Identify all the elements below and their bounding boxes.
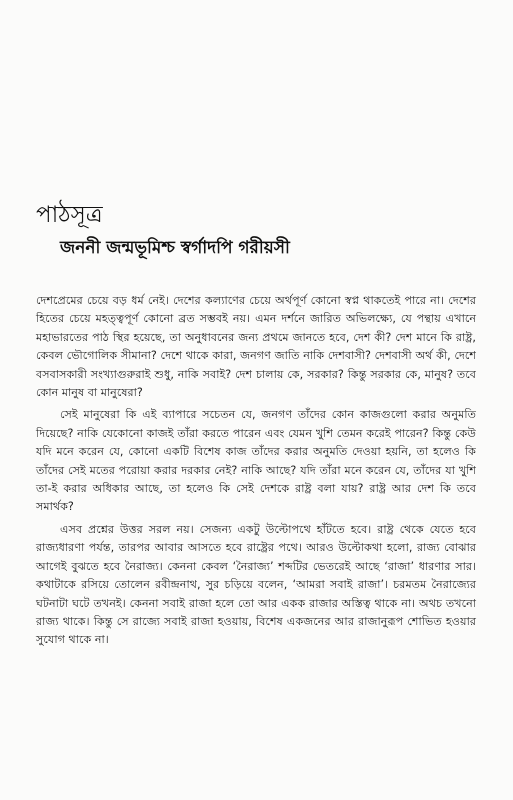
paragraph-2: সেই মানুষেরা কি এই ব্যাপারে সচেতন যে, জনগণ তাঁদের কোন কাজগুলো করার অনুমতি দিয়েছে? নাকি যেকোনো কাজই তাঁরা করতে পারেন এবং যেমন খুশি তেমন করেই পারেন? কিন্তু কেউ যদি মনে করেন যে, কোনো একটি বিশেষ কাজ তাঁদের করার অনুমতি দেওয়া হয়নি, তা হলেও কি তাঁদের সেই মতের পরোয়া করার দরকার নেই? নাকি আছে? যদি তাঁরা মনে করেন যে, তাঁদের যা খুশি তা-ই করার অধিকার আছে, তা হলেও কি সেই দেশকে রাষ্ট্র বলা যায়? রাষ্ট্র আর দেশ কি তবে সমার্থক?: [36, 408, 476, 514]
section-subtitle: জননী জন্মভূমিশ্চ স্বর্গাদপি গরীয়সী: [60, 238, 290, 258]
paragraph-1: দেশপ্রেমের চেয়ে বড় ধর্ম নেই। দেশের কল্যাণের চেয়ে অর্থপূর্ণ কোনো স্বপ্ন থাকতেই পারে না। দেশের হিতের চেয়ে মহত্ত্বপূর্ণ কোনো ব্রত সম্ভবই নয়। এমন দর্শনে জারিত অভিলক্ষ্যে, যে পন্থায় এখানে মহাভারতের পাঠ স্থির হয়েছে, তা অনুধাবনের জন্য প্রথমে জানতে হবে, দেশ কী? দেশ মানে কি রাষ্ট্র, কেবল ভৌগোলিক সীমানা? দেশে থাকে কারা, জনগণ জাতি নাকি দেশবাসী? দেশবাসী অর্থ কী, দেশে বসবাসকারী সংখ্যাগুরুরাই শুধু, নাকি সবাই? দেশ চালায় কে, সরকার? কিন্তু সরকার কে, মানুষ? তবে কোন মানুষ বা মানুষেরা?: [36, 294, 476, 400]
body-text: [36, 292, 476, 654]
section-title: পাঠসূত্র: [36, 202, 103, 228]
paragraph-3: এসব প্রশ্নের উত্তর সরল নয়। সেজন্য একটু উল্টোপথে হাঁটতে হবে। রাষ্ট্র থেকে যেতে হবে রাজ্যধারণা পর্যন্ত, তারপর আবার আসতে হবে রাষ্ট্রের পথে। আরও উল্টোকথা হলো, রাজ্য বোঝার আগেই বুঝতে হবে নৈরাজ্য। কেননা কেবল ‘নৈরাজ্য’ শব্দটির ভেতরেই আছে ‘রাজা’ ধারণার সার। কথাটাকে রসিয়ে তোলেন রবীন্দ্রনাথ, সুর চড়িয়ে বলেন, ‘আমরা সবাই রাজা’। চরমতম নৈরাজ্যের ঘটনাটা ঘটে তখনই। কেননা সবাই রাজা হলে তো আর একক রাজার অস্তিত্ব থাকে না। অথচ তখনো রাজ্য থাকে। কিন্তু সে রাজ্যে সবাই রাজা হওয়ায়, বিশেষ একজনের আর রাজানুরূপ শোভিত হওয়ার সুযোগ থাকে না।: [36, 522, 476, 647]
